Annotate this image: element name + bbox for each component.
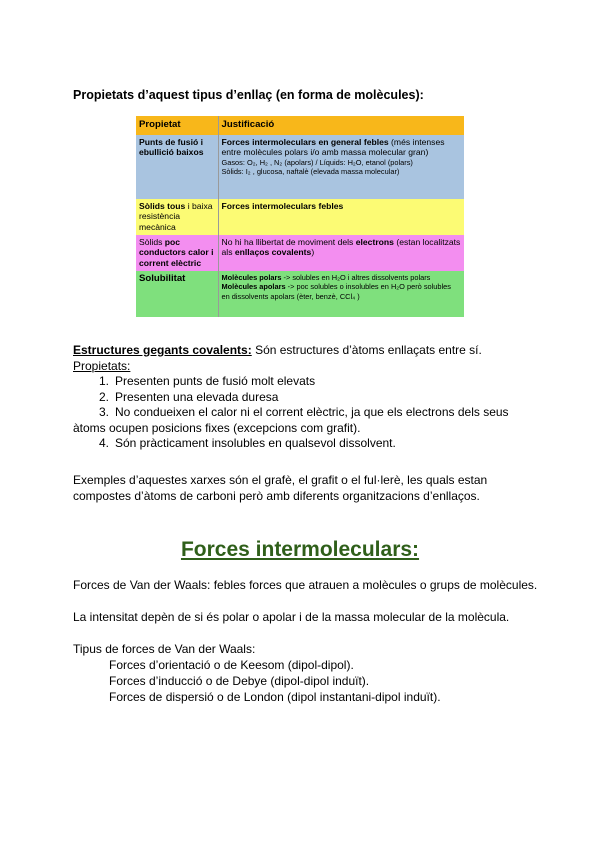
vdw-types-label: Tipus de forces de Van der Waals: xyxy=(73,642,256,656)
solubility-bold: Molècules apolars xyxy=(221,282,286,291)
examples-paragraph: Exemples d’aquestes xarxes són el grafè, el grafit o el ful·lerè, les quals estan compostes d’àtoms de carboni però amb diferents organitzacions d’enllaços. xyxy=(73,473,488,503)
header-justificacio: Justificació xyxy=(218,116,464,135)
solubility-text: -> solubles en H₂O i altres dissolvents polars xyxy=(281,272,431,282)
row-property-cell xyxy=(136,235,218,271)
list-text: Presenten punts de fusió molt elevats xyxy=(115,374,316,388)
list-text: No condueixen el calor ni el corrent elèctric, ja que els electrons dels seus xyxy=(115,405,509,419)
covalent-intro: Són estructures d’àtoms enllaçats entre sí. xyxy=(251,343,482,357)
list-text: Presenten una elevada duresa xyxy=(115,389,279,404)
intermolecular-title: Forces intermoleculars: xyxy=(180,538,420,561)
row-justification-cell xyxy=(218,199,464,235)
row-property-cell xyxy=(136,135,218,199)
vdw-type-item: Forces d’orientació o de Keesom (dipol-dipol). xyxy=(109,658,354,672)
table-row xyxy=(136,199,464,235)
properties-label: Propietats: xyxy=(73,358,131,373)
row-justification-cell xyxy=(218,235,464,271)
justification-text: ) xyxy=(311,247,315,257)
list-item xyxy=(73,374,543,390)
list-number: 4. xyxy=(98,436,109,450)
justification-bold: electrons xyxy=(355,236,394,247)
vdw-type-item: Forces de dispersió o de London (dipol instantani-dipol induït). xyxy=(109,690,441,704)
properties-table xyxy=(136,116,464,317)
covalent-title-line xyxy=(73,343,543,359)
property-bold: Sòlids tous xyxy=(139,200,186,211)
solubility-text: -> poc solubles o insolubles en H₂O però solubles en dissolvents apolars (èter, benzè, CCl₄ ) xyxy=(221,282,451,301)
property-text: Solubilitat xyxy=(139,272,186,284)
examples-line: Sòlids: I₂ , glucosa, naftalè (elevada massa molecular) xyxy=(221,167,400,176)
list-number: 3. xyxy=(98,405,109,419)
property-text: Sòlids xyxy=(139,236,165,247)
table-row xyxy=(136,135,464,199)
solubility-line xyxy=(222,282,462,301)
list-item xyxy=(73,405,543,421)
solubility-bold: Molècules polars xyxy=(221,272,282,282)
covalent-section xyxy=(73,343,543,452)
vdw-type-item: Forces d’inducció o de Debye (dipol-dipol induït). xyxy=(109,674,370,688)
solubility-line xyxy=(222,273,462,283)
header-propietat: Propietat xyxy=(136,116,218,135)
section-heading: Propietats d’aquest tipus d’enllaç (en forma de molècules): xyxy=(73,88,424,102)
property-bold: poc conductors calor i corrent elèctric xyxy=(139,236,214,268)
list-item xyxy=(73,436,543,452)
properties-list xyxy=(73,374,543,452)
justification-bold: enllaços covalents xyxy=(234,247,312,257)
vdw-types-block xyxy=(73,641,543,705)
row-justification-cell xyxy=(218,271,464,317)
list-item xyxy=(73,390,543,406)
justification-text: (més intenses entre molècules polars i/o amb massa molecular gran) xyxy=(221,136,445,157)
vdw-definition: Forces de Van der Waals: febles forces que atrauen a molècules o grups de molècules. xyxy=(73,578,538,592)
table-row xyxy=(136,235,464,271)
row-property-cell xyxy=(136,199,218,235)
row-justification-cell xyxy=(218,135,464,199)
list-number: 1. xyxy=(98,374,109,388)
covalent-title: Estructures gegants covalents: xyxy=(73,343,252,357)
justification-bold: Forces intermoleculars en general febles xyxy=(221,136,389,147)
property-text: i baixa resistència mecànica xyxy=(139,200,213,232)
property-text: Punts de fusió i ebullició baixos xyxy=(139,136,204,157)
examples-line: Gasos: O₂, H₂ , N₂ (apolars) / Líquids: H₂O, etanol (polars) xyxy=(221,157,413,167)
list-text: Són pràcticament insolubles en qualsevol dissolvent. xyxy=(115,436,396,450)
row-property-cell xyxy=(136,271,218,317)
justification-bold: Forces intermoleculars febles xyxy=(221,200,344,211)
vdw-intensity: La intensitat depèn de si és polar o apolar i de la massa molecular de la molècula. xyxy=(73,610,510,624)
table-header-row xyxy=(136,116,464,135)
justification-text: No hi ha llibertat de moviment dels xyxy=(221,236,356,247)
list-number: 2. xyxy=(98,389,109,404)
table-row xyxy=(136,271,464,317)
list-item-continuation: àtoms ocupen posicions fixes (excepcions com grafit). xyxy=(73,420,361,435)
justification-text: (estan localitzats als xyxy=(221,236,461,257)
